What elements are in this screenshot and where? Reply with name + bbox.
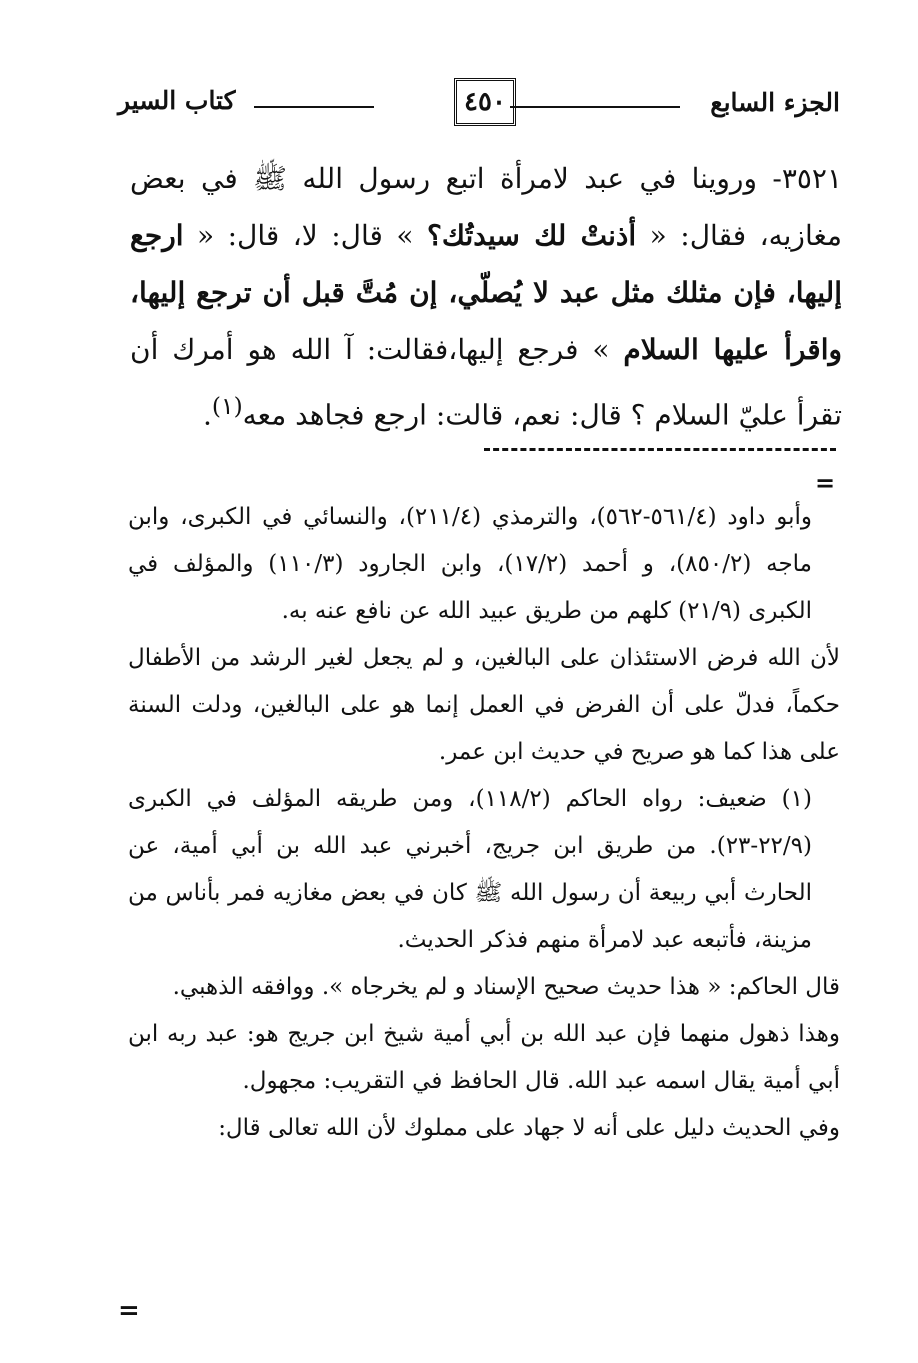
footnote-ref: (١)	[211, 392, 243, 420]
continuation-mark-top: =	[815, 468, 836, 497]
hadith-intro: ٣٥٢١- وروينا في عبد لامرأة اتبع رسول الله ﷺ في بعض مغازيه، فقال: «	[130, 162, 842, 252]
footnote-1-conclusion: وفي الحديث دليل على أنه لا جهاد على مملوك لأن الله تعالى قال:	[218, 1115, 840, 1141]
page-number-box	[454, 78, 516, 126]
page-header	[118, 78, 840, 128]
volume-label: الجزء السابع	[710, 88, 840, 117]
main-text	[130, 150, 842, 443]
book-title: كتاب السير	[118, 86, 236, 115]
hadith-quote-2: ارجع إليها، فإن مثلك مثل عبد لا يُصلّي، إن مُتَّ قبل أن ترجع إليها، واقرأ عليها السلام	[130, 219, 842, 366]
hadith-end: .	[203, 398, 212, 432]
header-rule-left	[254, 106, 374, 108]
page-number: ٤٥٠	[464, 87, 506, 117]
hadith-paragraph	[130, 150, 842, 443]
footnote-1-hakim: قال الحاكم: « هذا حديث صحيح الإسناد و لم يخرجاه ». ووافقه الذهبي.	[172, 974, 840, 1000]
hadith-mid-1: » قال: لا، قال: «	[183, 219, 428, 252]
continuation-mark-bottom: =	[118, 1296, 140, 1326]
footnote-separator	[484, 448, 836, 451]
hadith-quote-1: أذنتْ لك سيدتُك؟	[427, 219, 637, 252]
footnote-continuation-1: وأبو داود (٥٦١/٤-٥٦٢)، والترمذي (٢١١/٤)، والنسائي في الكبرى، وابن ماجه (٨٥٠/٢)، و أحمد (١٧/٢)، وابن الجارود (١١٠/٣) والمؤلف في الكبرى (٢١/٩) كلهم من طريق عبيد الله عن نافع عنه به.	[128, 504, 812, 624]
hadith-mid-2: » فرجع إليها،فقالت: آ الله هو أمرك أن تقرأ عليّ السلام ؟ قال: نعم، قالت: ارجع فجاهد معه	[130, 333, 842, 432]
footnote-1-comment: وهذا ذهول منهما فإن عبد الله بن أبي أمية شيخ ابن جريج هو: عبد ربه ابن أبي أمية يقال اسمه عبد الله. قال الحافظ في التقريب: مجهول.	[128, 1021, 840, 1094]
header-rule-right	[510, 106, 680, 108]
footnotes	[128, 494, 840, 1152]
footnote-continuation-2: لأن الله فرض الاستئذان على البالغين، و لم يجعل لغير الرشد من الأطفال حكماً، فدلّ على أن الفرض في العمل إنما هو على البالغين، ودلت السنة على هذا كما هو صريح في حديث ابن عمر.	[128, 645, 840, 765]
footnote-1: (١) ضعيف: رواه الحاكم (١١٨/٢)، ومن طريقه المؤلف في الكبرى (٢٢/٩-٢٣). من طريق ابن جريج، أخبرني عبد الله بن أبي أمية، عن الحارث أبي ربيعة أن رسول الله ﷺ كان في بعض مغازيه فمر بأناس من مزينة، فأتبعه عبد لامرأة منهم فذكر الحديث.	[128, 786, 812, 953]
